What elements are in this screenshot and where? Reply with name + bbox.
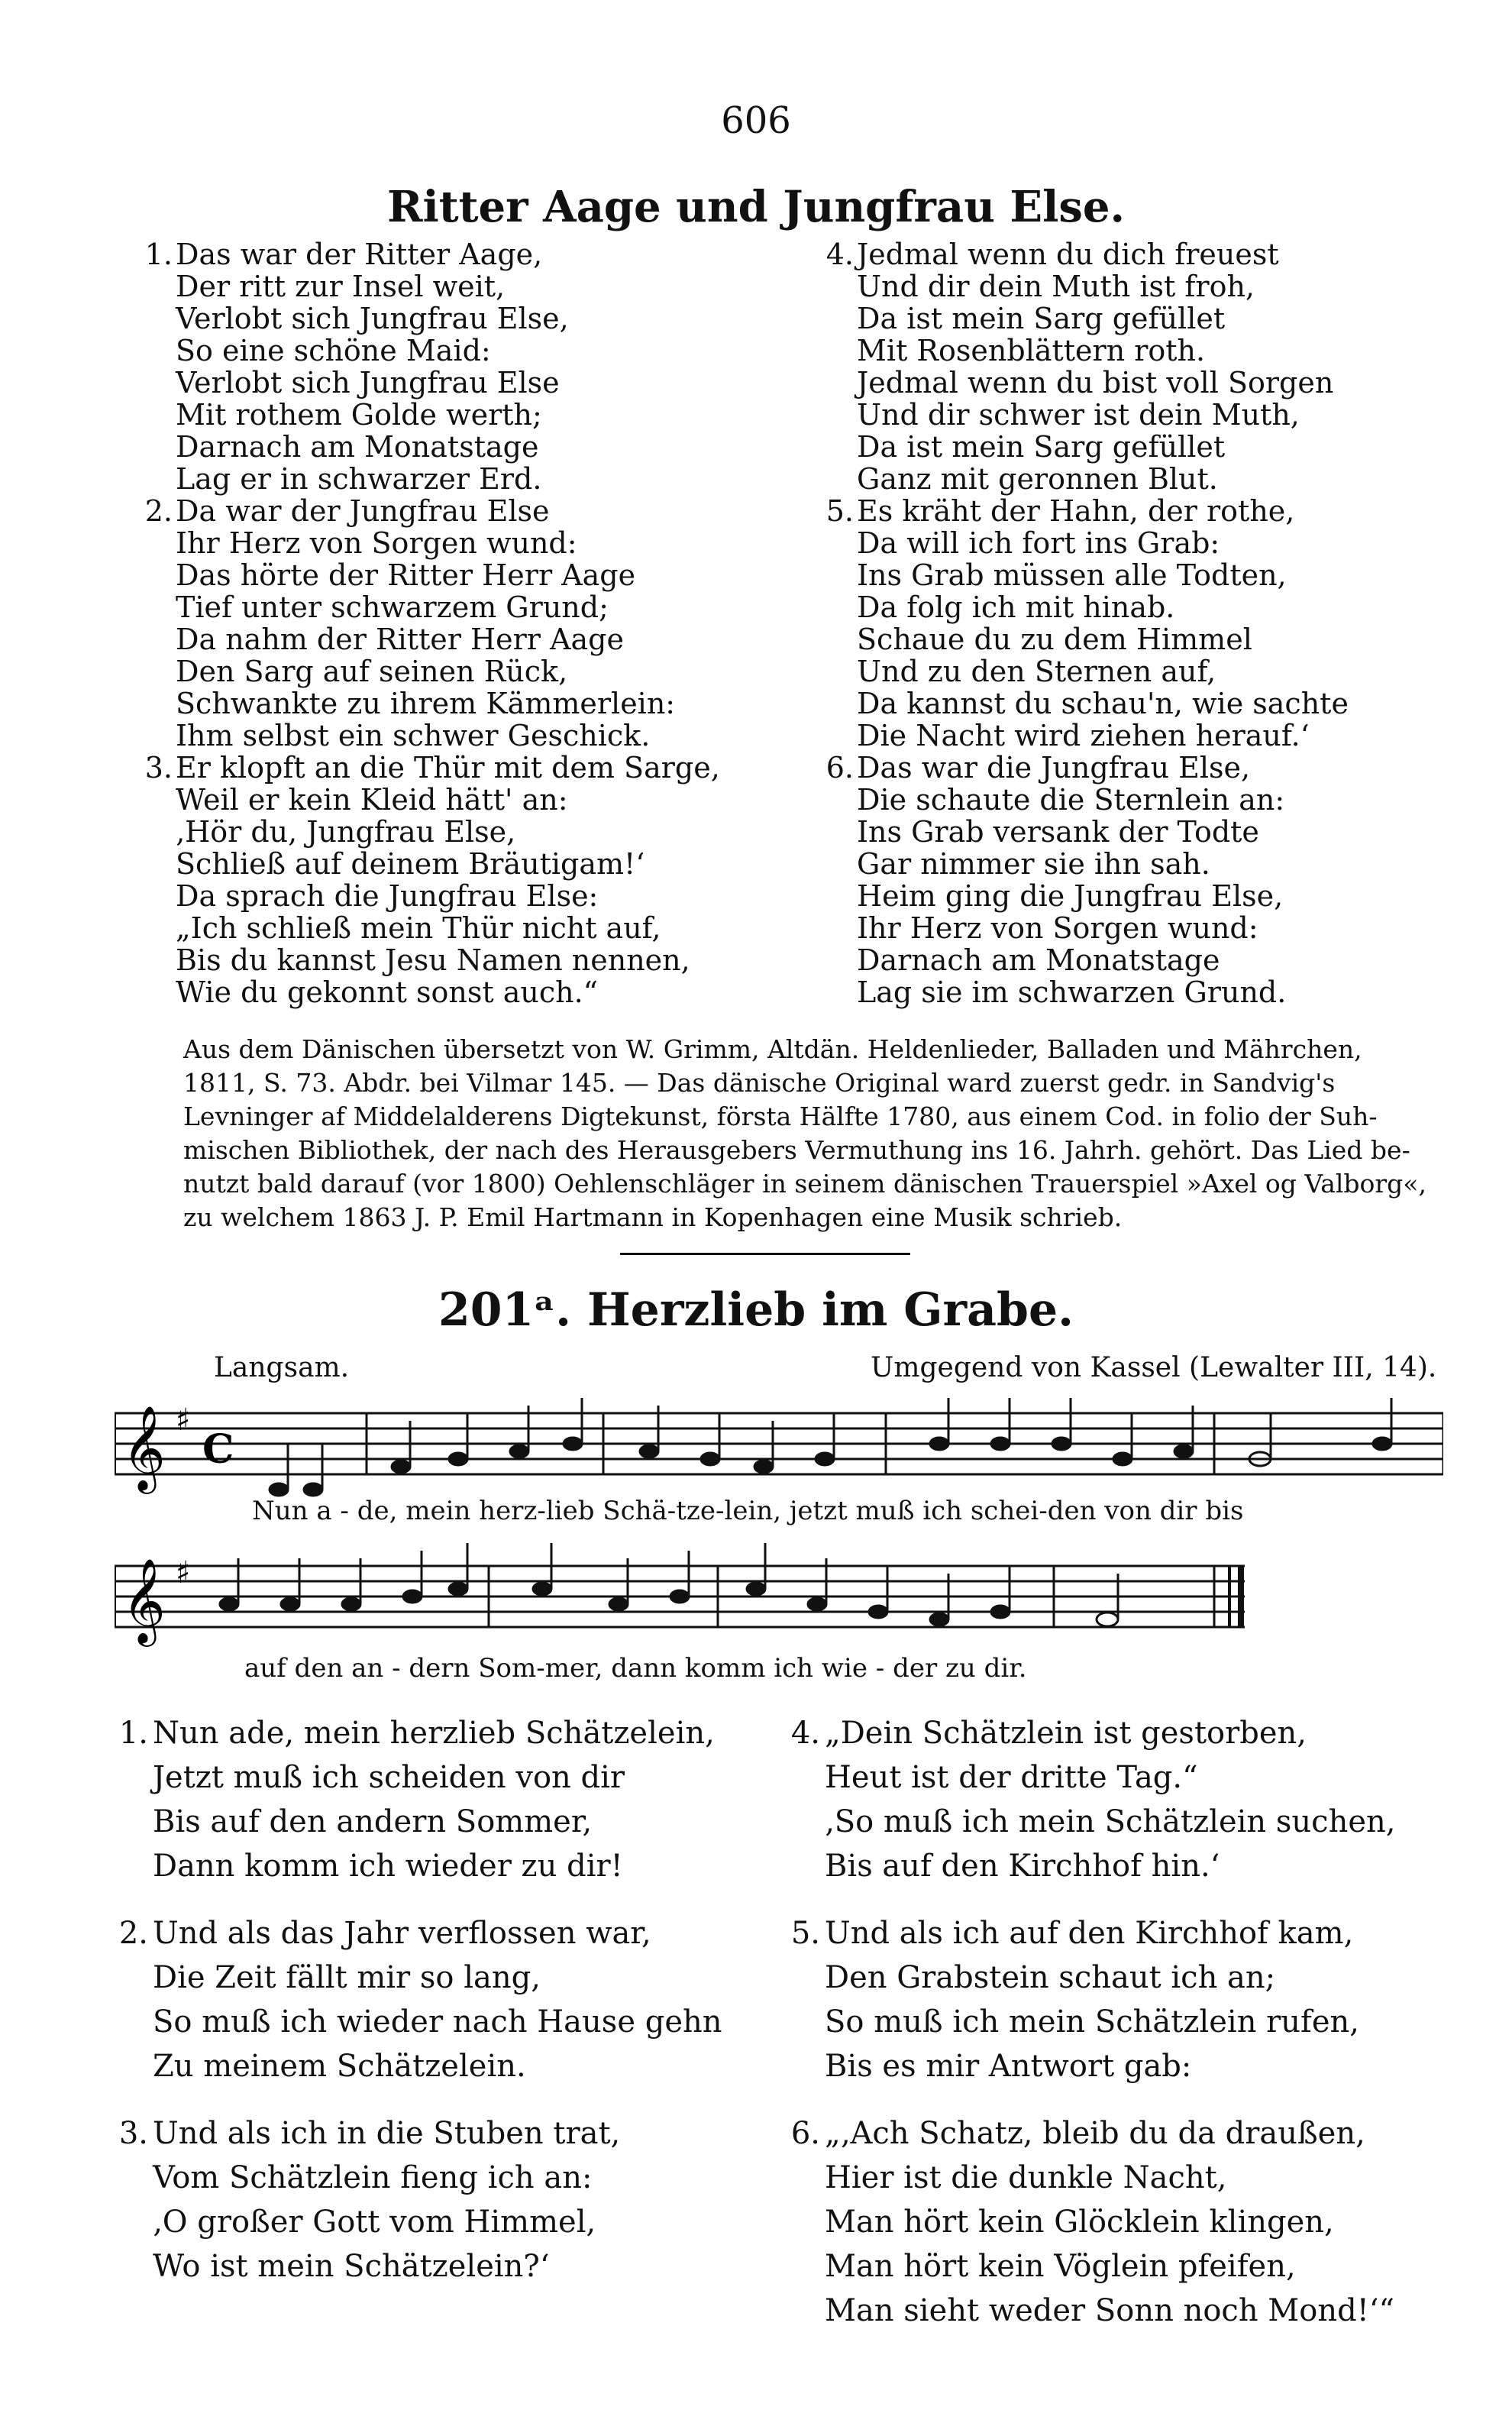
verse-line: Ihr Herz von Sorgen wund: [857, 911, 1258, 945]
song-column-left [118, 1711, 748, 2311]
verse-line: Hier ist die dunkle Nacht, [825, 2160, 1227, 2195]
treble-clef-icon: 𝄞 [122, 1405, 166, 1490]
verse-line: Bis du kannst Jesu Namen nennen, [176, 943, 690, 977]
verse-line: Bis es mir Antwort gab: [825, 2049, 1192, 2084]
verse-number: 4. [790, 1716, 820, 1751]
verse-line: Da will ich fort ins Grab: [857, 526, 1220, 560]
verse [118, 1911, 748, 2088]
verse-line: „Ich schließ mein Thür nicht auf, [176, 911, 661, 945]
music-staff-system-2 [115, 1543, 1245, 1650]
verse-line: Den Sarg auf seinen Rück, [176, 655, 568, 688]
verse-line: Dann komm ich wieder zu dir! [153, 1849, 623, 1884]
verse-line: Und zu den Sternen auf, [857, 655, 1216, 688]
verse [790, 1711, 1451, 1888]
verse-number: 1. [118, 1716, 148, 1751]
music-staff-system-1 [115, 1383, 1443, 1497]
note-line: nutzt bald darauf (vor 1800) Oehlenschläger in seinem dänischen Trauerspiel »Axel og Valborg«, [183, 1169, 1426, 1199]
verse-number: 2. [144, 494, 173, 528]
verse-line: Mit rothem Golde werth; [176, 398, 542, 432]
verse-line: Ihm selbst ein schwer Geschick. [176, 719, 651, 752]
verse [118, 1711, 748, 1888]
verse-line: Und als das Jahr verflossen war, [153, 1916, 651, 1951]
note-line: mischen Bibliothek, der nach des Herausgebers Vermuthung ins 16. Jahrh. gehört. Das Lied be- [183, 1135, 1410, 1165]
verse-line: Da nahm der Ritter Herr Aage [176, 623, 624, 656]
verse-line: Da folg ich mit hinab. [857, 590, 1175, 624]
ballad-column-right [825, 238, 1452, 1009]
verse-line: Vom Schätzlein fieng ich an: [153, 2160, 593, 2195]
verse [144, 238, 802, 496]
verse-line: Ins Grab versank der Todte [857, 815, 1259, 849]
verse-line: So muß ich wieder nach Hause gehn [153, 2004, 722, 2040]
verse [144, 751, 802, 1009]
verse-line: Den Grabstein schaut ich an; [825, 1960, 1276, 1995]
verse-line: Er klopft an die Thür mit dem Sarge, [176, 751, 720, 785]
verse-line: Und dir schwer ist dein Muth, [857, 398, 1300, 432]
verse-line: Und als ich auf den Kirchhof kam, [825, 1916, 1354, 1951]
verse-line: Und dir dein Muth ist froh, [857, 270, 1255, 303]
verse-line: Schließ auf deinem Bräutigam!‘ [176, 847, 645, 881]
verse [825, 494, 1452, 752]
verse-line: Gar nimmer sie ihn sah. [857, 847, 1210, 881]
verse-line: Lag er in schwarzer Erd. [176, 462, 542, 496]
verse-line: Da ist mein Sarg gefüllet [857, 430, 1226, 464]
verse [118, 2111, 748, 2289]
note-line: 1811, S. 73. Abdr. bei Vilmar 145. — Das dänische Original ward zuerst gedr. in Sandvig's [183, 1068, 1336, 1098]
verse-line: Da kannst du schau'n, wie sachte [857, 687, 1349, 720]
treble-clef-icon: 𝄞 [122, 1558, 166, 1643]
verse-line: „Dein Schätzlein ist gestorben, [825, 1716, 1307, 1751]
verse-line: Der ritt zur Insel weit, [176, 270, 506, 303]
verse-line: Heim ging die Jungfrau Else, [857, 879, 1284, 913]
verse-line: Das war der Ritter Aage, [176, 238, 543, 271]
verse-line: Man hört kein Glöcklein klingen, [825, 2205, 1334, 2240]
verse-line: Man sieht weder Sonn noch Mond!‘“ [825, 2293, 1394, 2328]
verse-line: Heut ist der dritte Tag.“ [825, 1760, 1198, 1795]
verse-number: 4. [825, 238, 854, 271]
verse-line: Da war der Jungfrau Else [176, 494, 550, 528]
verse [790, 2111, 1451, 2333]
verse-line: Jedmal wenn du dich freuest [857, 238, 1279, 271]
verse-line: Darnach am Monatstage [176, 430, 539, 464]
page-number: 606 [721, 99, 791, 142]
verse-number: 5. [790, 1916, 820, 1951]
song-title-ritter-aage: Ritter Aage und Jungfrau Else. [386, 182, 1126, 232]
verse-line: Verlobt sich Jungfrau Else, [176, 302, 569, 335]
verse-line: Verlobt sich Jungfrau Else [176, 366, 560, 400]
verse-line: Bis auf den andern Sommer, [153, 1804, 593, 1839]
verse-number: 6. [790, 2116, 820, 2151]
verse-line: Das war die Jungfrau Else, [857, 751, 1251, 785]
verse [144, 494, 802, 752]
verse-number: 2. [118, 1916, 148, 1951]
verse-line: Die schaute die Sternlein an: [857, 783, 1285, 817]
verse-line: Nun ade, mein herzlieb Schätzelein, [153, 1716, 715, 1751]
verse-line: Schaue du zu dem Himmel [857, 623, 1252, 656]
verse-number: 5. [825, 494, 854, 528]
verse-line: Bis auf den Kirchhof hin.‘ [825, 1849, 1220, 1884]
verse-line: ‚Hör du, Jungfrau Else, [176, 815, 516, 849]
verse-line: Die Zeit fällt mir so lang, [153, 1960, 541, 1995]
verse-line: Zu meinem Schätzelein. [153, 2049, 526, 2084]
verse-line: Da sprach die Jungfrau Else: [176, 879, 599, 913]
verse-line: So eine schöne Maid: [176, 334, 491, 367]
note-line: zu welchem 1863 J. P. Emil Hartmann in Kopenhagen eine Musik schrieb. [183, 1202, 1123, 1232]
ballad-column-left [144, 238, 802, 1009]
verse-line: Ins Grab müssen alle Todten, [857, 558, 1287, 592]
verse-line: Mit Rosenblättern roth. [857, 334, 1206, 367]
verse-line: Darnach am Monatstage [857, 943, 1220, 977]
verse-line: ‚So muß ich mein Schätzlein suchen, [825, 1804, 1396, 1839]
source-note [183, 1033, 1436, 1234]
verse-line: Jedmal wenn du bist voll Sorgen [857, 366, 1334, 400]
verse-line: Wo ist mein Schätzelein?‘ [153, 2249, 550, 2284]
verse [825, 751, 1452, 1009]
verse-line: Tief unter schwarzem Grund; [176, 590, 609, 624]
verse-line: Ganz mit geronnen Blut. [857, 462, 1218, 496]
verse-line: Weil er kein Kleid hätt' an: [176, 783, 568, 817]
verse-line: Es kräht der Hahn, der rothe, [857, 494, 1295, 528]
verse-line: Lag sie im schwarzen Grund. [857, 975, 1287, 1009]
tempo-marking: Langsam. [214, 1352, 350, 1383]
verse-line: Die Nacht wird ziehen herauf.‘ [857, 719, 1310, 752]
sharp-icon: ♯ [176, 1402, 191, 1438]
verse [825, 238, 1452, 496]
verse-number: 1. [144, 238, 173, 271]
verse-line: Schwankte zu ihrem Kämmerlein: [176, 687, 676, 720]
verse-line: Das hörte der Ritter Herr Aage [176, 558, 636, 592]
verse-line: Wie du gekonnt sonst auch.“ [176, 975, 599, 1009]
note-line: Levninger af Middelalderens Digtekunst, första Hälfte 1780, aus einem Cod. in folio der Suh- [183, 1102, 1378, 1131]
melody-source: Umgegend von Kassel (Lewalter III, 14). [871, 1352, 1437, 1383]
verse-number: 3. [118, 2116, 148, 2151]
song-column-right [790, 1711, 1451, 2356]
verse-line: Ihr Herz von Sorgen wund: [176, 526, 577, 560]
note-line: Aus dem Dänischen übersetzt von W. Grimm, Altdän. Heldenlieder, Balladen und Mährchen, [183, 1034, 1362, 1064]
verse-line: „‚Ach Schatz, bleib du da draußen, [825, 2116, 1365, 2151]
verse-line: So muß ich mein Schätzlein rufen, [825, 2004, 1359, 2040]
verse-line: ‚O großer Gott vom Himmel, [153, 2205, 596, 2240]
common-time-icon: C [202, 1426, 234, 1473]
verse-line: Da ist mein Sarg gefüllet [857, 302, 1226, 335]
section-divider [620, 1253, 910, 1255]
verse-number: 6. [825, 751, 854, 785]
sharp-icon: ♯ [176, 1555, 191, 1590]
verse-line: Jetzt muß ich scheiden von dir [153, 1760, 625, 1795]
lyrics-system-2: auf den an - dern Som-mer, dann komm ich wie - der zu dir. [244, 1653, 1027, 1684]
verse-line: Und als ich in die Stuben trat, [153, 2116, 621, 2151]
verse-number: 3. [144, 751, 173, 785]
verse-line: Man hört kein Vöglein pfeifen, [825, 2249, 1296, 2284]
lyrics-system-1: Nun a - de, mein herz-lieb Schä-tze-lein, jetzt muß ich schei-den von dir bis [252, 1496, 1244, 1526]
song-title-herzlieb: 201ᵃ. Herzlieb im Grabe. [438, 1283, 1074, 1337]
verse [790, 1911, 1451, 2088]
